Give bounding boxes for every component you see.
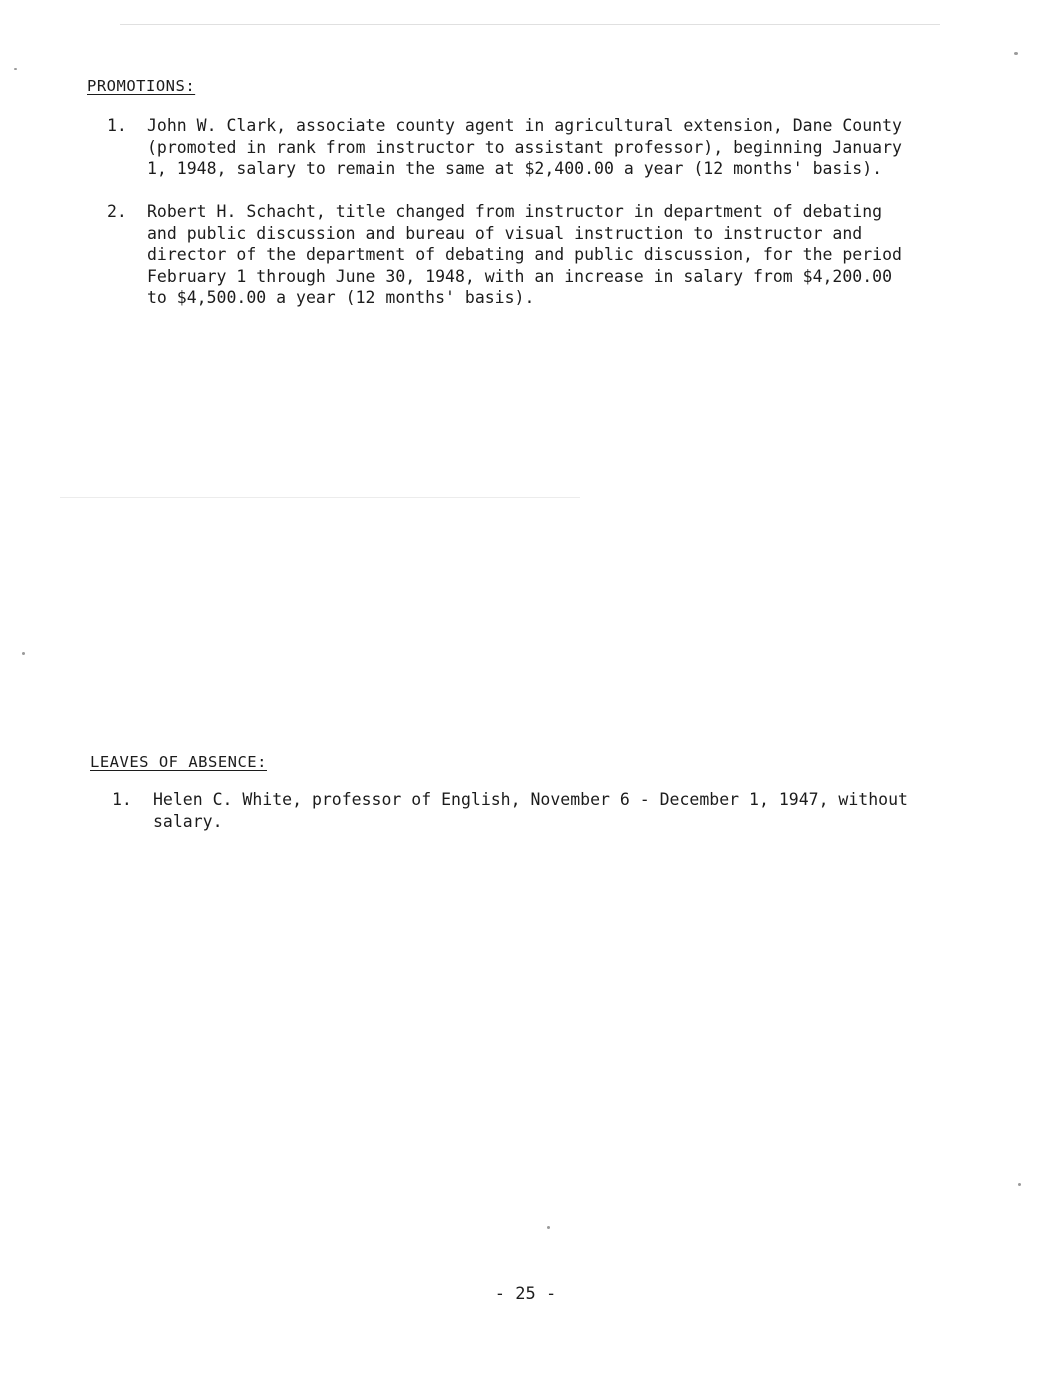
- scan-artifact: [22, 652, 25, 655]
- promotion-item-1: [107, 115, 967, 180]
- item-text-line: and public discussion and bureau of visual instruction to instructor and: [147, 223, 863, 243]
- item-text-line: (promoted in rank from instructor to assistant professor), beginning January: [147, 137, 902, 157]
- item-text-line: Helen C. White, professor of English, November 6 - December 1, 1947, without: [153, 790, 908, 809]
- item-number: 2.: [107, 202, 127, 221]
- item-text-line: salary.: [153, 811, 223, 831]
- item-text-line: to $4,500.00 a year (12 months' basis).: [147, 288, 535, 307]
- scan-artifact: [14, 68, 17, 70]
- item-text-line: John W. Clark, associate county agent in agricultural extension, Dane County: [147, 116, 902, 135]
- item-number: 1.: [107, 116, 127, 135]
- leave-item-1: [112, 789, 972, 832]
- scan-artifact: [120, 24, 940, 25]
- scan-artifact: [1014, 52, 1018, 55]
- item-text-line: director of the department of debating and public discussion, for the period: [147, 245, 902, 264]
- scan-artifact: [1018, 1183, 1021, 1186]
- item-text-line: 1, 1948, salary to remain the same at $2,400.00 a year (12 months' basis).: [147, 159, 883, 178]
- scan-artifact: [547, 1226, 550, 1229]
- scan-artifact: [60, 497, 580, 498]
- page-number: - 25 -: [494, 1284, 557, 1304]
- promotion-item-2: [107, 201, 967, 309]
- promotions-heading: PROMOTIONS:: [87, 77, 196, 95]
- leaves-of-absence-heading: LEAVES OF ABSENCE:: [90, 753, 267, 771]
- item-text-line: February 1 through June 30, 1948, with an increase in salary from $4,200.00: [147, 266, 893, 286]
- item-number: 1.: [112, 790, 132, 809]
- item-text-line: Robert H. Schacht, title changed from instructor in department of debating: [147, 202, 883, 221]
